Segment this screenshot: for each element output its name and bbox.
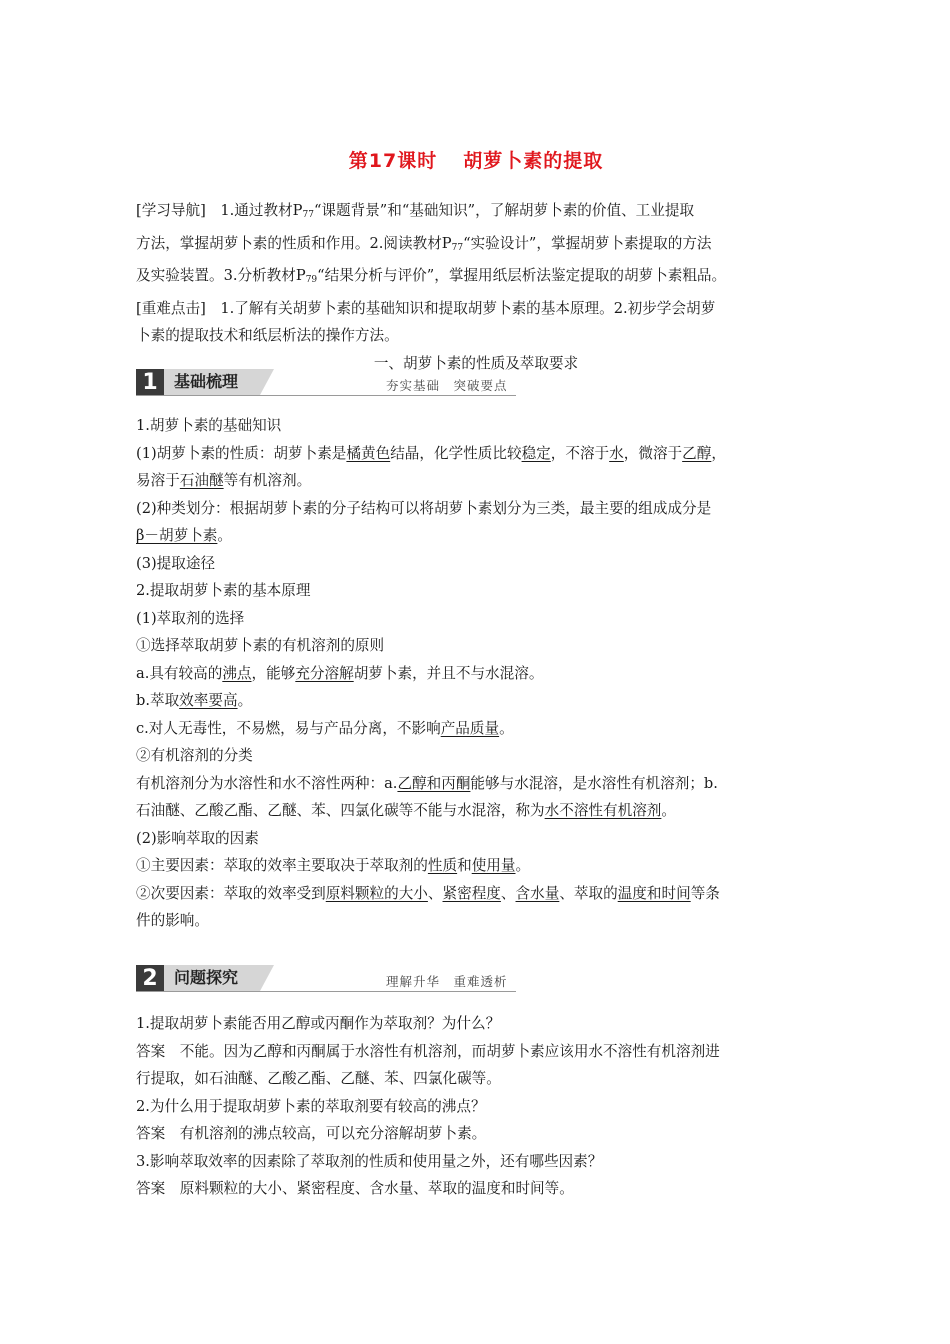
subheading: (1)萃取剂的选择 (136, 609, 245, 627)
answer-blank: 产品质量 (440, 719, 500, 737)
banner-questions (136, 965, 516, 992)
paragraph (136, 880, 816, 908)
paragraph: (3)提取途径 (136, 554, 216, 572)
text-run: 。 (217, 527, 233, 544)
answer: 答案 有机溶剂的沸点较高，可以充分溶解胡萝卜素。 (136, 1125, 487, 1142)
text-run: 。 (237, 692, 253, 709)
text-run: b.萃取 (136, 692, 180, 709)
answer-blank: 水不溶性有机溶剂 (544, 802, 662, 819)
answer: 行提取，如石油醚、乙酸乙酯、乙醚、苯、四氯化碳等。 (136, 1070, 501, 1087)
paragraph (136, 715, 816, 743)
banner-label: 基础梳理 (164, 369, 260, 395)
answer-blank: 充分溶解 (295, 664, 354, 682)
answer-blank: 稳定 (521, 444, 551, 462)
paragraph (136, 770, 816, 798)
text-run: 、 (427, 884, 443, 902)
lesson-topic: 胡萝卜素的提取 (463, 150, 604, 172)
question: 2.为什么用于提取胡萝卜素的萃取剂要有较高的沸点？ (136, 1097, 486, 1115)
banner-tag: 理解升华 重难透析 (386, 974, 508, 989)
question: 1.提取胡萝卜素能否用乙醇或丙酮作为萃取剂？为什么？ (136, 1015, 501, 1032)
guide-text: “结果分析与评价”，掌握用纸层析法鉴定提取的胡萝卜素粗品。 (317, 267, 727, 284)
focus-text: 卜素的提取技术和纸层析法的操作方法。 (136, 327, 399, 344)
text-run: 、萃取的 (559, 884, 618, 902)
subheading: ②有机溶剂的分类 (136, 747, 253, 764)
text-run: ， (711, 444, 726, 462)
page-ref: 77 (302, 210, 314, 220)
text-run: ②次要因素：萃取的效率受到 (136, 884, 326, 902)
text-run: 。 (661, 802, 677, 819)
answer-blank: 沸点 (222, 664, 252, 682)
question: 3.影响萃取效率的因素除了萃取剂的性质和使用量之外，还有哪些因素？ (136, 1152, 603, 1170)
text-run: ①主要因素：萃取的效率主要取决于萃取剂的 (136, 857, 428, 874)
text-run: 石油醚、乙酸乙酯、乙醚、苯、四氯化碳等不能与水混溶，称为 (136, 802, 545, 819)
answer-blank: 橘黄色 (346, 444, 391, 462)
answer-blank: 效率要高 (179, 692, 238, 709)
answer-blank: 乙醇 (682, 444, 712, 462)
paragraph: 件的影响。 (136, 912, 209, 929)
answer-blank: 使用量 (471, 857, 516, 874)
text-run: ，微溶于 (623, 444, 683, 462)
paragraph (136, 797, 816, 825)
answer: 答案 不能。因为乙醇和丙酮属于水溶性有机溶剂，而胡萝卜素应该用水不溶性有机溶剂进 (136, 1042, 720, 1060)
subheading: ①选择萃取胡萝卜素的有机溶剂的原则 (136, 637, 385, 654)
paragraph (136, 852, 816, 880)
guide-text: 及实验装置。3.分析教材P (136, 267, 306, 284)
text-run: 易溶于 (136, 472, 180, 489)
text-run: (2)种类划分：根据胡萝卜素的分子结构可以将胡萝卜素划分为三类，最主要的组成成分是 (136, 499, 712, 517)
learning-guide (136, 197, 816, 377)
text-run: 。 (515, 857, 531, 874)
text-run: ，能够 (251, 664, 296, 682)
guide-text: 1.通过教材P (220, 202, 303, 219)
text-run: 能够与水混溶，是水溶性有机溶剂；b. (470, 774, 718, 792)
text-run: 、 (500, 884, 516, 902)
lesson-number: 第17课时 (348, 150, 438, 172)
answer-blank: 原料颗粒的大小 (325, 884, 428, 902)
paragraph (136, 660, 816, 688)
page-title (136, 146, 816, 173)
answer-blank: 含水量 (515, 884, 560, 902)
text-run: (1)胡萝卜素的性质：胡萝卜素是 (136, 444, 347, 462)
banner-label: 问题探究 (164, 965, 260, 991)
answer-blank: 紧密程度 (442, 884, 501, 902)
heading: 1.胡萝卜素的基础知识 (136, 417, 282, 434)
questions-section (136, 1010, 816, 1203)
paragraph (136, 687, 816, 715)
guide-text: “课题背景”和“基础知识”，了解胡萝卜素的价值、工业提取 (313, 202, 695, 219)
answer-blank: 水 (609, 444, 624, 462)
text-run: c.对人无毒性，不易燃，易与产品分离，不影响 (136, 719, 441, 737)
answer-blank: β－胡萝卜素 (136, 527, 218, 544)
text-run: 等条 (690, 884, 720, 902)
guide-label: [学习导航] (136, 202, 206, 219)
section-heading: 一、胡萝卜素的性质及萃取要求 (373, 354, 579, 372)
paragraph (136, 467, 816, 495)
text-run: 和 (457, 857, 472, 874)
paragraph (136, 495, 816, 523)
focus-label: [重难点击] (136, 299, 206, 317)
paragraph (136, 522, 816, 550)
answer-blank: 性质 (427, 857, 458, 874)
banner-basics (136, 369, 516, 396)
guide-text: “实验设计”，掌握胡萝卜素提取的方法 (463, 234, 712, 252)
answer: 答案 原料颗粒的大小、紧密程度、含水量、萃取的温度和时间等。 (136, 1180, 574, 1197)
paragraph (136, 440, 816, 468)
banner-number: 1 (136, 369, 164, 395)
banner-tag: 夯实基础 突破要点 (386, 378, 508, 393)
text-run: a.具有较高的 (136, 664, 223, 682)
text-run: 。 (499, 719, 514, 737)
subheading: (2)影响萃取的因素 (136, 829, 259, 847)
answer-blank: 乙醇和丙酮 (397, 774, 471, 792)
banner-number: 2 (136, 965, 164, 991)
text-run: 胡萝卜素，并且不与水混溶。 (353, 664, 544, 682)
text-run: 等有机溶剂。 (223, 472, 312, 489)
focus-text: 1.了解有关胡萝卜素的基础知识和提取胡萝卜素的基本原理。2.初步学会胡萝 (220, 299, 716, 317)
page-ref: 77 (451, 242, 464, 253)
page-ref: 79 (305, 275, 318, 285)
text-run: 结晶，化学性质比较 (390, 444, 522, 462)
guide-text: 方法，掌握胡萝卜素的性质和作用。2.阅读教材P (136, 234, 452, 252)
answer-blank: 温度和时间 (617, 884, 691, 902)
text-run: ，不溶于 (550, 444, 610, 462)
heading: 2.提取胡萝卜素的基本原理 (136, 582, 311, 599)
answer-blank: 石油醚 (179, 472, 224, 489)
text-run: 有机溶剂分为水溶性和水不溶性两种：a. (136, 774, 398, 792)
basics-section (136, 412, 816, 935)
